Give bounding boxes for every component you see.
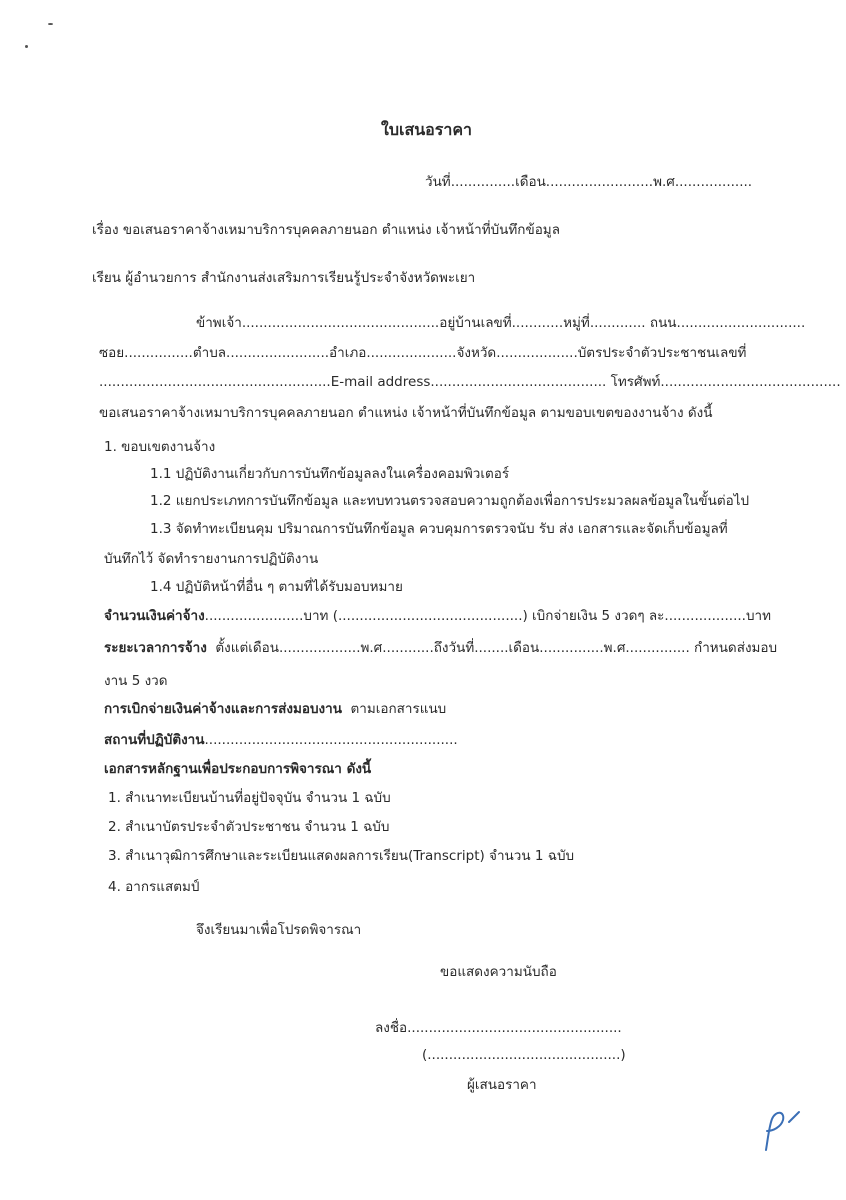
period-continuation: งาน 5 งวด xyxy=(104,673,168,689)
document-item: 4. อากรแสตมป์ xyxy=(108,879,200,895)
documents-heading: เอกสารหลักฐานเพื่อประกอบการพิจารณา ดังนี้ xyxy=(104,761,372,777)
payment-text: ตามเอกสารแนบ xyxy=(350,701,447,717)
scan-speck xyxy=(25,45,28,48)
period-row xyxy=(104,639,777,657)
amount-text: .......................บาท (...........................................) เบิกจ่ายเงิน 5 งวดๆ ละ...................บาท xyxy=(204,608,772,624)
recipient-line: เรียน ผู้อำนวยการ สำนักงานส่งเสริมการเรียนรู้ประจำจังหวัดพะเยา xyxy=(92,270,476,286)
applicant-info-line-2: ซอย................ตำบล........................อำเภอ.....................จังหวัด...................บัตรประจำตัวประชาชนเลขที่ xyxy=(99,345,747,361)
closing-line: จึงเรียนมาเพื่อโปรดพิจารณา xyxy=(196,922,362,938)
period-text: ตั้งแต่เดือน...................พ.ศ............ถึงวันที่........เดือน...............พ.ศ............... กำหนดส่งมอบ xyxy=(215,640,778,656)
amount-label: จำนวนเงินค่าจ้าง xyxy=(104,608,205,624)
document-title: ใบเสนอราคา xyxy=(381,120,473,139)
signer-title: ผู้เสนอราคา xyxy=(467,1077,537,1093)
signature-line: ลงชื่อ.................................................. xyxy=(375,1020,622,1036)
applicant-info-line-3: ......................................................E-mail address......................................... โทรศัพท์.......................................... xyxy=(99,374,841,390)
amount-row xyxy=(104,607,771,625)
period-label: ระยะเวลาการจ้าง xyxy=(104,640,207,656)
scope-item: 1.2 แยกประเภทการบันทึกข้อมูล และทบทวนตรวจสอบความถูกต้องเพื่อการประมวลผลข้อมูลในขั้นต่อไป xyxy=(150,493,750,509)
applicant-info-line-1: ข้าพเจ้า..............................................อยู่บ้านเลขที่............หมู่ที่............. ถนน.............................. xyxy=(196,315,806,331)
document-item: 1. สำเนาทะเบียนบ้านที่อยู่ปัจจุบัน จำนวน 1 ฉบับ xyxy=(108,790,391,806)
document-item: 2. สำเนาบัตรประจำตัวประชาชน จำนวน 1 ฉบับ xyxy=(108,819,390,835)
scope-item: 1.4 ปฏิบัติหน้าที่อื่น ๆ ตามที่ได้รับมอบหมาย xyxy=(150,579,403,595)
scope-item: 1.1 ปฏิบัติงานเกี่ยวกับการบันทึกข้อมูลลงในเครื่องคอมพิวเตอร์ xyxy=(150,466,510,482)
offer-statement: ขอเสนอราคาจ้างเหมาบริการบุคคลภายนอก ตำแหน่ง เจ้าหน้าที่บันทึกข้อมูล ตามขอบเขตของงานจ้าง ดังนี้ xyxy=(99,405,713,421)
workplace-label: สถานที่ปฏิบัติงาน xyxy=(104,732,205,748)
scope-item-continuation: บันทึกไว้ จัดทำรายงานการปฏิบัติงาน xyxy=(104,551,319,567)
payment-label: การเบิกจ่ายเงินค่าจ้างและการส่งมอบงาน xyxy=(104,701,342,717)
regards-line: ขอแสดงความนับถือ xyxy=(440,964,557,980)
handwritten-initials-mark xyxy=(752,1105,812,1155)
payment-row xyxy=(104,700,446,718)
workplace-text: ........................................................... xyxy=(204,732,458,748)
scope-heading: 1. ขอบเขตงานจ้าง xyxy=(104,439,216,455)
scope-item: 1.3 จัดทำทะเบียนคุม ปริมาณการบันทึกข้อมูล ควบคุมการตรวจนับ รับ ส่ง เอกสารและจัดเก็บข้อมูลที่ xyxy=(150,521,728,537)
date-line: วันที่...............เดือน.........................พ.ศ.................. xyxy=(425,174,753,190)
workplace-row xyxy=(104,731,458,749)
document-item: 3. สำเนาวุฒิการศึกษาและระเบียนแสดงผลการเรียน(Transcript) จำนวน 1 ฉบับ xyxy=(108,848,575,864)
scan-speck xyxy=(48,23,53,25)
subject-line: เรื่อง ขอเสนอราคาจ้างเหมาบริการบุคคลภายนอก ตำแหน่ง เจ้าหน้าที่บันทึกข้อมูล xyxy=(92,222,560,238)
signer-name-line: (.............................................) xyxy=(422,1047,626,1063)
